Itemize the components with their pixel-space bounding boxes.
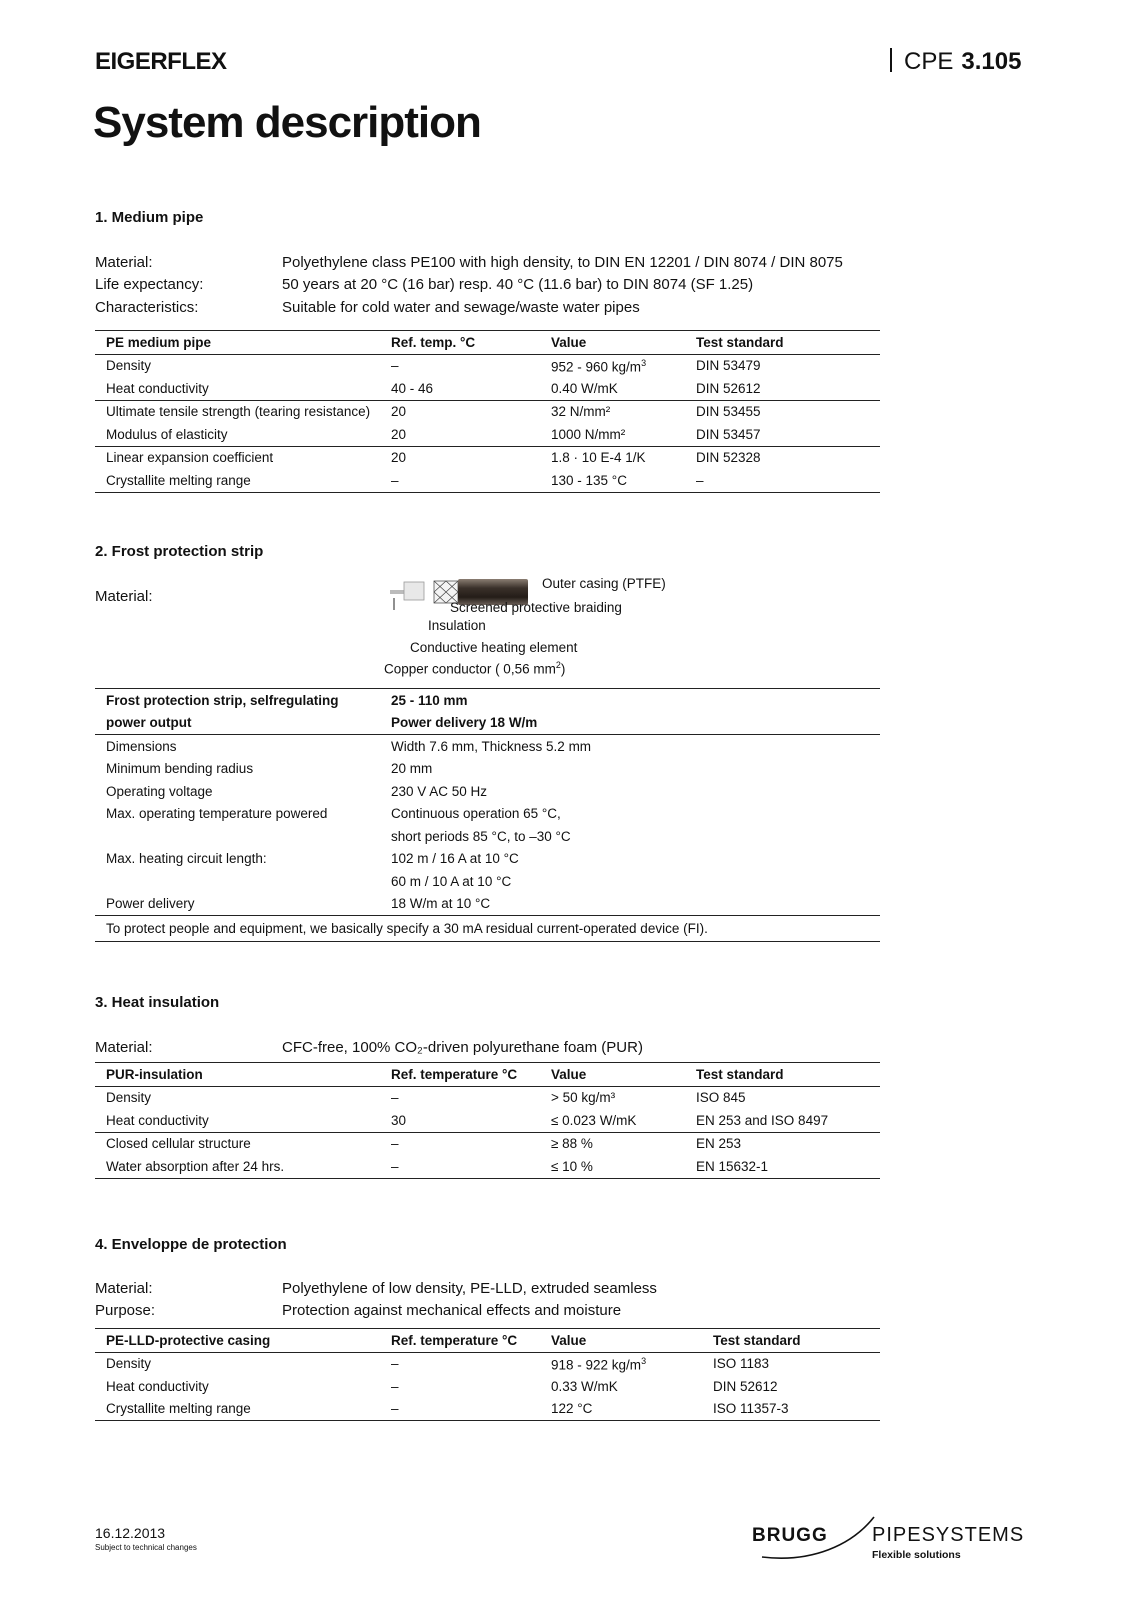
table-cell: – — [391, 472, 399, 488]
table-cell: ≥ 88 % — [551, 1136, 593, 1152]
table-row — [95, 1086, 880, 1109]
spec-label: Purpose: — [95, 1302, 156, 1319]
table-cell: Width 7.6 mm, Thickness 5.2 mm — [391, 738, 592, 754]
table-cell: Water absorption after 24 hrs. — [106, 1158, 285, 1174]
table-row — [95, 377, 880, 400]
table-cell: 952 - 960 $kg/m^3$ — [551, 357, 647, 374]
table-header-row — [95, 712, 880, 735]
label-outer-casing: Outer casing (PTFE) — [542, 576, 666, 591]
table-row — [95, 1352, 880, 1375]
logo-tagline: Flexible solutions — [872, 1549, 961, 1561]
table-cell: – — [696, 472, 704, 488]
table-row — [95, 1155, 880, 1178]
table-cell: DIN 52612 — [713, 1378, 778, 1394]
page-title: System description — [93, 98, 481, 147]
table-cell: Heat conductivity — [106, 380, 209, 396]
table-cell: 1000 N/mm² — [551, 426, 626, 442]
table-cell: DIN 53457 — [696, 426, 761, 442]
section-heading-medium-pipe: 1. Medium pipe — [95, 209, 204, 226]
table-note: To protect people and equipment, we basically specify a 30 mA residual current-operated device (FI). — [106, 921, 708, 936]
table-row — [95, 1132, 880, 1155]
spec-value: 50 years at 20 °C (16 bar) resp. 40 °C (11.6 bar) to DIN 8074 (SF 1.25) — [282, 276, 754, 293]
section-heading-heat-insulation: 3. Heat insulation — [95, 994, 220, 1011]
table-cell: ≤ 10 % — [551, 1158, 593, 1174]
cable-cross-section-diagram — [384, 576, 870, 688]
section-heading-protective-casing: 4. Enveloppe de protection — [95, 1236, 287, 1253]
spec-label: Material: — [95, 1280, 153, 1297]
table-cell: – — [391, 1136, 399, 1152]
table-cell: 32 N/mm² — [551, 404, 611, 420]
footer-note: Subject to technical changes — [95, 1543, 197, 1552]
document-reference — [890, 48, 1021, 76]
table-row — [95, 354, 880, 377]
column-header: PE-LLD-protective casing — [106, 1332, 271, 1348]
frost-strip-table — [95, 688, 880, 942]
column-header: Power delivery 18 W/m — [391, 715, 538, 731]
footer-date: 16.12.2013 — [95, 1525, 166, 1541]
divider — [890, 48, 892, 72]
table-cell: Minimum bending radius — [106, 761, 254, 777]
table-cell: ≤ 0.023 W/mK — [551, 1112, 637, 1128]
table-row — [95, 1375, 880, 1398]
table-cell: DIN 52612 — [696, 380, 761, 396]
table-cell: DIN 53479 — [696, 358, 761, 374]
table-cell: DIN 52328 — [696, 450, 761, 466]
table-cell: Max. heating circuit length: — [106, 851, 267, 867]
table-cell: – — [391, 1090, 399, 1106]
column-header: 25 - 110 mm — [391, 692, 468, 708]
table-cell: 122 °C — [551, 1401, 593, 1417]
table-cell: 40 - 46 — [391, 380, 434, 396]
column-header: Frost protection strip, selfregulating — [106, 692, 339, 708]
table-row — [95, 848, 880, 871]
spec-label: Material: — [95, 254, 153, 271]
table-cell: Crystallite melting range — [106, 1401, 251, 1417]
table-cell: 20 — [391, 426, 407, 442]
table-row — [95, 735, 880, 758]
medium-pipe-table — [95, 330, 880, 493]
table-cell: – — [391, 1378, 399, 1394]
spec-label: Material: — [95, 1039, 153, 1056]
logo-brugg: BRUGG — [752, 1525, 828, 1546]
table-cell: Heat conductivity — [106, 1378, 209, 1394]
table-cell: – — [391, 1401, 399, 1417]
table-row — [95, 803, 880, 826]
table-cell: 30 — [391, 1112, 407, 1128]
table-cell: 20 — [391, 404, 407, 420]
table-cell: Dimensions — [106, 738, 177, 754]
doc-number: 3.105 — [961, 48, 1022, 75]
table-cell: 230 V AC 50 Hz — [391, 783, 488, 799]
label-insulation: Insulation — [428, 618, 486, 633]
table-row — [95, 400, 880, 423]
table-header-row — [95, 1329, 880, 1353]
table-cell: Density — [106, 1356, 152, 1372]
column-header: Value — [551, 1066, 587, 1082]
material-label: Material: — [95, 588, 153, 605]
spec-value: Protection against mechanical effects and moisture — [282, 1302, 622, 1319]
table-cell: 1.8 · 10 E-4 1/K — [551, 450, 646, 466]
label-copper-conductor: Copper conductor ( 0,56 $mm^2$) — [384, 660, 566, 677]
table-cell — [95, 870, 380, 893]
table-row — [95, 1398, 880, 1421]
table-cell: Max. operating temperature powered — [106, 806, 328, 822]
table-cell: DIN 53455 — [696, 404, 761, 420]
table-cell: Power delivery — [106, 896, 195, 912]
table-cell — [95, 825, 380, 848]
column-header: Value — [551, 334, 587, 350]
column-header: Ref. temp. °C — [391, 334, 476, 350]
table-cell: – — [391, 358, 399, 374]
table-cell: 0.40 W/mK — [551, 380, 618, 396]
table-cell: Ultimate tensile strength (tearing resistance) — [106, 404, 371, 420]
casing-table — [95, 1328, 880, 1421]
column-header: Test standard — [696, 1066, 784, 1082]
column-header: Test standard — [696, 334, 784, 350]
table-cell: 18 W/m at 10 °C — [391, 896, 491, 912]
column-header: Test standard — [713, 1332, 801, 1348]
table-cell: 20 — [391, 450, 407, 466]
table-row — [95, 423, 880, 446]
logo-pipesystems: PIPESYSTEMS — [872, 1524, 1025, 1546]
spec-label: Life expectancy: — [95, 276, 204, 293]
table-cell: – — [391, 1158, 399, 1174]
spec-value: CFC-free, 100% CO₂-driven polyurethane foam (PUR) — [282, 1039, 643, 1056]
column-header: Value — [551, 1332, 587, 1348]
table-cell: Density — [106, 1090, 152, 1106]
table-cell: > 50 kg/m³ — [551, 1090, 616, 1106]
table-note-row — [95, 916, 880, 942]
table-header-row — [95, 331, 880, 355]
table-cell: Modulus of elasticity — [106, 426, 228, 442]
brugg-pipesystems-logo — [752, 1515, 1052, 1565]
section-heading-frost-strip: 2. Frost protection strip — [95, 543, 264, 560]
table-row — [95, 1109, 880, 1132]
table-cell: 60 m / 10 A at 10 °C — [391, 873, 512, 889]
table-header-row — [95, 689, 880, 712]
table-row — [95, 469, 880, 492]
table-row — [95, 446, 880, 469]
column-header: PE medium pipe — [106, 334, 212, 350]
label-braiding: Screened protective braiding — [450, 600, 622, 615]
table-cell: 20 mm — [391, 761, 433, 777]
spec-value: Suitable for cold water and sewage/waste water pipes — [282, 299, 640, 316]
table-cell: 918 - 922 $kg/m^3$ — [551, 1355, 647, 1372]
table-cell: EN 253 and ISO 8497 — [696, 1112, 829, 1128]
table-cell: ISO 11357-3 — [713, 1401, 789, 1417]
table-cell: – — [391, 1356, 399, 1372]
table-cell: Closed cellular structure — [106, 1136, 251, 1152]
column-header: Ref. temperature °C — [391, 1066, 518, 1082]
column-header: PUR-insulation — [106, 1066, 203, 1082]
column-header: Ref. temperature °C — [391, 1332, 518, 1348]
brand-name: EIGERFLEX — [95, 48, 227, 75]
table-row — [95, 758, 880, 781]
table-header-row — [95, 1063, 880, 1087]
table-cell: Operating voltage — [106, 783, 213, 799]
table-cell: Heat conductivity — [106, 1112, 209, 1128]
table-cell: ISO 1183 — [713, 1356, 770, 1372]
spec-value: Polyethylene of low density, PE-LLD, extruded seamless — [282, 1280, 657, 1297]
table-cell: 0.33 W/mK — [551, 1378, 618, 1394]
table-row — [95, 780, 880, 803]
table-cell: 130 - 135 °C — [551, 472, 627, 488]
table-row — [95, 893, 880, 916]
label-heating-element: Conductive heating element — [410, 640, 578, 655]
table-cell: Continuous operation 65 °C, — [391, 806, 561, 822]
spec-label: Characteristics: — [95, 299, 199, 316]
table-cell: short periods 85 °C, to –30 °C — [391, 828, 571, 844]
table-cell: 102 m / 16 A at 10 °C — [391, 851, 519, 867]
spec-value: Polyethylene class PE100 with high density, to DIN EN 12201 / DIN 8074 / DIN 8075 — [282, 254, 843, 271]
doc-prefix: CPE — [904, 48, 954, 75]
table-cell: EN 253 — [696, 1136, 742, 1152]
insulation-table — [95, 1062, 880, 1179]
table-row — [95, 870, 880, 893]
table-cell: Crystallite melting range — [106, 472, 251, 488]
table-cell: Density — [106, 358, 152, 374]
table-cell: Linear expansion coefficient — [106, 450, 274, 466]
table-row — [95, 825, 880, 848]
column-header: power output — [106, 715, 192, 731]
table-cell: ISO 845 — [696, 1090, 746, 1106]
table-cell: EN 15632-1 — [696, 1158, 769, 1174]
